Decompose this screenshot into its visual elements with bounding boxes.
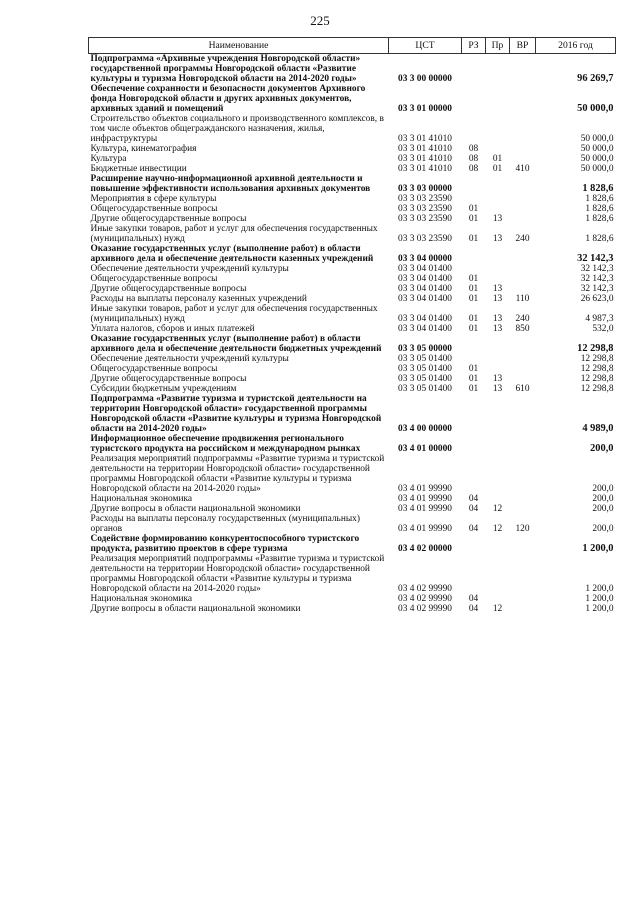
cell-name: Иные закупки товаров, работ и услуг для обеспечения государственных (муниципальных) нужд [90, 304, 378, 324]
table-row [89, 154, 616, 164]
cell-name: Мероприятия в сфере культуры [90, 194, 217, 204]
cell-pr [486, 144, 510, 154]
cell-name: Обеспечение деятельности учреждений культуры [90, 354, 289, 364]
cell-rz: 04 [468, 524, 479, 534]
cell-pr [486, 174, 510, 194]
cell-vr: 240 [515, 314, 530, 324]
cell-vr [510, 334, 536, 354]
cell-pr [486, 114, 510, 144]
cell-rz: 04 [468, 494, 479, 504]
cell-amount: 532,0 [592, 324, 614, 334]
cell-cst: 03 3 05 01400 [398, 354, 452, 364]
cell-pr [486, 354, 510, 364]
cell-vr [510, 244, 536, 264]
cell-name: Расходы на выплаты персоналу казенных учреждений [90, 294, 307, 304]
cell-vr: 120 [515, 524, 530, 534]
table-row [89, 454, 616, 494]
cell-amount: 50 000,0 [580, 164, 614, 174]
cell-name: Оказание государственных услуг (выполнение работ) в области архивного дела и обеспечение деятельности бюджетных учреждений [90, 334, 382, 354]
cell-rz: 01 [468, 384, 479, 394]
cell-name: Другие вопросы в области национальной экономики [90, 604, 301, 614]
cell-cst: 03 3 04 01400 [398, 274, 452, 284]
cell-amount: 200,0 [590, 443, 614, 454]
table-row [89, 294, 616, 304]
table-header-row [89, 38, 616, 54]
cell-rz [462, 84, 486, 114]
cell-cst: 03 4 00 00000 [398, 424, 452, 434]
table-row [89, 604, 616, 614]
cell-name: Другие общегосударственные вопросы [90, 284, 247, 294]
table-row [89, 264, 616, 274]
cell-name: Национальная экономика [90, 494, 193, 504]
header-vr: ВР [510, 38, 536, 54]
table-row [89, 224, 616, 244]
table-row [89, 214, 616, 224]
cell-vr [510, 194, 536, 204]
cell-vr [510, 274, 536, 284]
cell-amount: 4 989,0 [582, 423, 614, 434]
cell-cst: 03 4 02 99990 [398, 604, 452, 614]
table-row [89, 364, 616, 374]
cell-cst: 03 3 03 00000 [398, 184, 452, 194]
cell-pr [486, 434, 510, 454]
cell-vr [510, 554, 536, 594]
cell-name: Содействие формированию конкурентоспособного туристского продукта, развитию проектов в сфере туризма [90, 534, 360, 554]
cell-rz: 01 [468, 374, 479, 384]
cell-name: Другие общегосударственные вопросы [90, 374, 247, 384]
cell-vr: 110 [515, 294, 530, 304]
cell-pr [486, 554, 510, 594]
cell-cst: 03 3 04 01400 [398, 284, 452, 294]
table-row [89, 394, 616, 434]
cell-cst: 03 3 00 00000 [398, 74, 452, 84]
cell-amount: 1 200,0 [585, 604, 614, 614]
cell-amount: 96 269,7 [577, 73, 614, 84]
cell-name: Обеспечение деятельности учреждений культуры [90, 264, 289, 274]
cell-amount: 200,0 [592, 484, 614, 494]
cell-rz [462, 174, 486, 194]
cell-amount: 1 828,6 [585, 234, 614, 244]
cell-pr: 13 [492, 324, 503, 334]
cell-amount: 32 142,3 [580, 284, 614, 294]
cell-cst: 03 4 01 99990 [398, 484, 452, 494]
cell-vr [510, 394, 536, 434]
cell-rz [462, 434, 486, 454]
table-row [89, 354, 616, 364]
table-body [89, 54, 616, 615]
cell-name: Реализация мероприятий подпрограммы «Развитие туризма и туристской деятельности на территории Новгородской области» государственной программы Новгородской области «Развитие культуры и туризма Новгородской области на 2014-2020 годы» [90, 454, 385, 494]
cell-name: Другие вопросы в области национальной экономики [90, 504, 301, 514]
cell-rz: 04 [468, 604, 479, 614]
cell-cst: 03 3 05 01400 [398, 374, 452, 384]
cell-pr [486, 204, 510, 214]
budget-table [88, 37, 616, 614]
cell-name: Уплата налогов, сборов и иных платежей [90, 324, 255, 334]
table-row [89, 514, 616, 534]
table-row [89, 374, 616, 384]
cell-name: Реализация мероприятий подпрограммы «Развитие туризма и туристской деятельности на территории Новгородской области» государственной программы Новгородской области «Развитие культуры и туризма Новгородской области на 2014-2020 годы» [90, 554, 385, 594]
cell-cst: 03 3 04 01400 [398, 264, 452, 274]
cell-cst: 03 3 01 41010 [398, 154, 452, 164]
table-row [89, 84, 616, 114]
cell-vr: 240 [515, 234, 530, 244]
cell-amount: 1 828,6 [582, 183, 614, 194]
cell-cst: 03 3 03 23590 [398, 234, 452, 244]
cell-vr [510, 534, 536, 554]
cell-vr [510, 84, 536, 114]
cell-cst: 03 4 02 99990 [398, 594, 452, 604]
cell-rz [462, 244, 486, 264]
cell-name: Строительство объектов социального и производственного комплексов, в том числе объектов общегражданского назначения, жилья, инфраструктуры [90, 114, 384, 144]
cell-amount: 200,0 [592, 524, 614, 534]
cell-rz [462, 534, 486, 554]
cell-rz [462, 394, 486, 434]
cell-amount: 1 828,6 [585, 194, 614, 204]
cell-name: Иные закупки товаров, работ и услуг для обеспечения государственных (муниципальных) нужд [90, 224, 378, 244]
cell-rz: 08 [468, 144, 479, 154]
cell-cst: 03 3 01 41010 [398, 144, 452, 154]
cell-pr [486, 54, 510, 85]
cell-pr [486, 194, 510, 204]
cell-rz: 01 [468, 274, 479, 284]
cell-vr [510, 364, 536, 374]
cell-cst: 03 3 01 41010 [398, 134, 452, 144]
cell-cst: 03 3 05 01400 [398, 364, 452, 374]
cell-vr [510, 284, 536, 294]
cell-cst: 03 3 01 00000 [398, 104, 452, 114]
cell-pr: 13 [492, 234, 503, 244]
cell-amount: 50 000,0 [580, 154, 614, 164]
cell-pr: 13 [492, 384, 503, 394]
header-pr: Пр [486, 38, 510, 54]
cell-cst: 03 4 01 99990 [398, 524, 452, 534]
table-row [89, 114, 616, 144]
cell-pr: 13 [492, 314, 503, 324]
cell-rz [462, 554, 486, 594]
table-row [89, 54, 616, 85]
table-row [89, 164, 616, 174]
cell-amount: 32 142,3 [577, 253, 614, 264]
cell-pr [486, 494, 510, 504]
cell-amount: 4 987,3 [585, 314, 614, 324]
cell-cst: 03 4 02 99990 [398, 584, 452, 594]
cell-rz [462, 354, 486, 364]
cell-vr [510, 594, 536, 604]
cell-amount: 1 828,6 [585, 204, 614, 214]
cell-rz: 01 [468, 364, 479, 374]
cell-amount: 1 200,0 [582, 543, 614, 554]
cell-rz [462, 454, 486, 494]
cell-amount: 50 000,0 [580, 134, 614, 144]
cell-amount: 50 000,0 [577, 103, 614, 114]
header-name: Наименование [89, 38, 389, 54]
cell-rz: 08 [468, 164, 479, 174]
table-row [89, 144, 616, 154]
cell-name: Подпрограмма «Развитие туризма и туристской деятельности на территории Новгородской области» государственной программы Новгородской области «Развитие культуры и туризма Новгородской области на 2014-2020 годы» [90, 394, 382, 434]
cell-rz [462, 114, 486, 144]
cell-pr [486, 594, 510, 604]
table-row [89, 284, 616, 294]
cell-cst: 03 3 04 01400 [398, 294, 452, 304]
cell-pr [486, 84, 510, 114]
cell-rz: 01 [468, 314, 479, 324]
cell-pr [486, 274, 510, 284]
cell-name: Обеспечение сохранности и безопасности документов Архивного фонда Новгородской области и других архивных документов, архивных зданий и помещений [90, 84, 366, 114]
cell-vr [510, 264, 536, 274]
cell-vr [510, 604, 536, 614]
cell-amount: 1 828,6 [585, 214, 614, 224]
cell-name: Национальная экономика [90, 594, 193, 604]
cell-vr [510, 434, 536, 454]
cell-amount: 200,0 [592, 494, 614, 504]
cell-cst: 03 3 04 01400 [398, 324, 452, 334]
cell-name: Общегосударственные вопросы [90, 204, 218, 214]
table-row [89, 434, 616, 454]
cell-cst: 03 3 04 00000 [398, 254, 452, 264]
cell-rz: 01 [468, 204, 479, 214]
cell-rz: 01 [468, 324, 479, 334]
cell-pr [486, 244, 510, 264]
cell-rz: 01 [468, 284, 479, 294]
table-row [89, 504, 616, 514]
cell-pr: 01 [492, 154, 503, 164]
cell-vr [510, 374, 536, 384]
cell-cst: 03 3 01 41010 [398, 164, 452, 174]
cell-pr: 12 [492, 504, 503, 514]
cell-rz: 01 [468, 214, 479, 224]
cell-amount: 32 142,3 [580, 264, 614, 274]
cell-pr [486, 364, 510, 374]
header-rz: РЗ [462, 38, 486, 54]
table-row [89, 324, 616, 334]
cell-name: Оказание государственных услуг (выполнение работ) в области архивного дела и обеспечение деятельности казенных учреждений [90, 244, 374, 264]
table-row [89, 304, 616, 324]
cell-amount: 12 298,8 [577, 343, 614, 354]
cell-pr: 01 [492, 164, 503, 174]
table-row [89, 554, 616, 594]
cell-cst: 03 4 01 00000 [398, 444, 452, 454]
cell-vr [510, 54, 536, 85]
cell-vr [510, 504, 536, 514]
cell-cst: 03 3 05 01400 [398, 384, 452, 394]
cell-cst: 03 3 04 01400 [398, 314, 452, 324]
cell-name: Подпрограмма «Архивные учреждения Новгородской области» государственной программы Новгородской области «Развитие культуры и туризма Новгородской области на 2014-2020 годы» [90, 54, 361, 84]
cell-pr [486, 264, 510, 274]
cell-vr [510, 174, 536, 194]
cell-cst: 03 3 05 00000 [398, 344, 452, 354]
cell-cst: 03 4 01 99990 [398, 494, 452, 504]
cell-vr [510, 144, 536, 154]
cell-amount: 12 298,8 [580, 364, 614, 374]
cell-name: Бюджетные инвестиции [90, 164, 187, 174]
cell-vr [510, 354, 536, 364]
cell-pr [486, 394, 510, 434]
cell-name: Общегосударственные вопросы [90, 364, 218, 374]
header-cst: ЦСТ [389, 38, 462, 54]
table-row [89, 594, 616, 604]
cell-rz [462, 54, 486, 85]
cell-vr [510, 114, 536, 144]
cell-amount: 26 623,0 [580, 294, 614, 304]
cell-rz: 04 [468, 504, 479, 514]
table-row [89, 334, 616, 354]
cell-vr [510, 454, 536, 494]
cell-vr: 850 [515, 324, 530, 334]
cell-vr [510, 214, 536, 224]
cell-pr: 12 [492, 524, 503, 534]
cell-cst: 03 3 03 23590 [398, 194, 452, 204]
cell-amount: 32 142,3 [580, 274, 614, 284]
cell-amount: 200,0 [592, 504, 614, 514]
table-row [89, 204, 616, 214]
cell-pr: 13 [492, 284, 503, 294]
cell-name: Расширение научно-информационной архивной деятельности и повышение эффективности использования архивных документов [90, 174, 371, 194]
cell-rz [462, 334, 486, 354]
cell-rz: 01 [468, 294, 479, 304]
cell-name: Другие общегосударственные вопросы [90, 214, 247, 224]
table-row [89, 494, 616, 504]
cell-pr [486, 534, 510, 554]
table-row [89, 244, 616, 264]
cell-rz: 04 [468, 594, 479, 604]
cell-pr [486, 334, 510, 354]
cell-pr: 13 [492, 294, 503, 304]
header-year: 2016 год [536, 38, 616, 54]
table-row [89, 274, 616, 284]
table-row [89, 194, 616, 204]
cell-vr: 410 [515, 164, 530, 174]
cell-amount: 12 298,8 [580, 374, 614, 384]
cell-amount: 1 200,0 [585, 594, 614, 604]
cell-cst: 03 4 01 99990 [398, 504, 452, 514]
cell-name: Информационное обеспечение продвижения регионального туристского продукта на российском и международном рынках [90, 434, 361, 454]
cell-pr: 12 [492, 604, 503, 614]
cell-rz: 01 [468, 234, 479, 244]
table-row [89, 384, 616, 394]
cell-cst: 03 3 03 23590 [398, 214, 452, 224]
cell-amount: 50 000,0 [580, 144, 614, 154]
cell-vr [510, 154, 536, 164]
cell-rz [462, 264, 486, 274]
cell-pr: 13 [492, 214, 503, 224]
table-row [89, 534, 616, 554]
cell-name: Культура [90, 154, 127, 164]
cell-cst: 03 3 03 23590 [398, 204, 452, 214]
cell-name: Культура, кинематография [90, 144, 197, 154]
cell-name: Расходы на выплаты персоналу государственных (муниципальных) органов [90, 514, 360, 534]
cell-amount: 12 298,8 [580, 354, 614, 364]
cell-pr: 13 [492, 374, 503, 384]
cell-amount: 12 298,8 [580, 384, 614, 394]
cell-vr [510, 494, 536, 504]
cell-pr [486, 454, 510, 494]
cell-name: Общегосударственные вопросы [90, 274, 218, 284]
cell-vr: 610 [515, 384, 530, 394]
cell-vr [510, 204, 536, 214]
cell-name: Субсидии бюджетным учреждениям [90, 384, 237, 394]
cell-amount: 1 200,0 [585, 584, 614, 594]
table-row [89, 174, 616, 194]
cell-rz: 08 [468, 154, 479, 164]
cell-cst: 03 4 02 00000 [398, 544, 452, 554]
page-number: 225 [310, 13, 330, 28]
cell-rz [462, 194, 486, 204]
